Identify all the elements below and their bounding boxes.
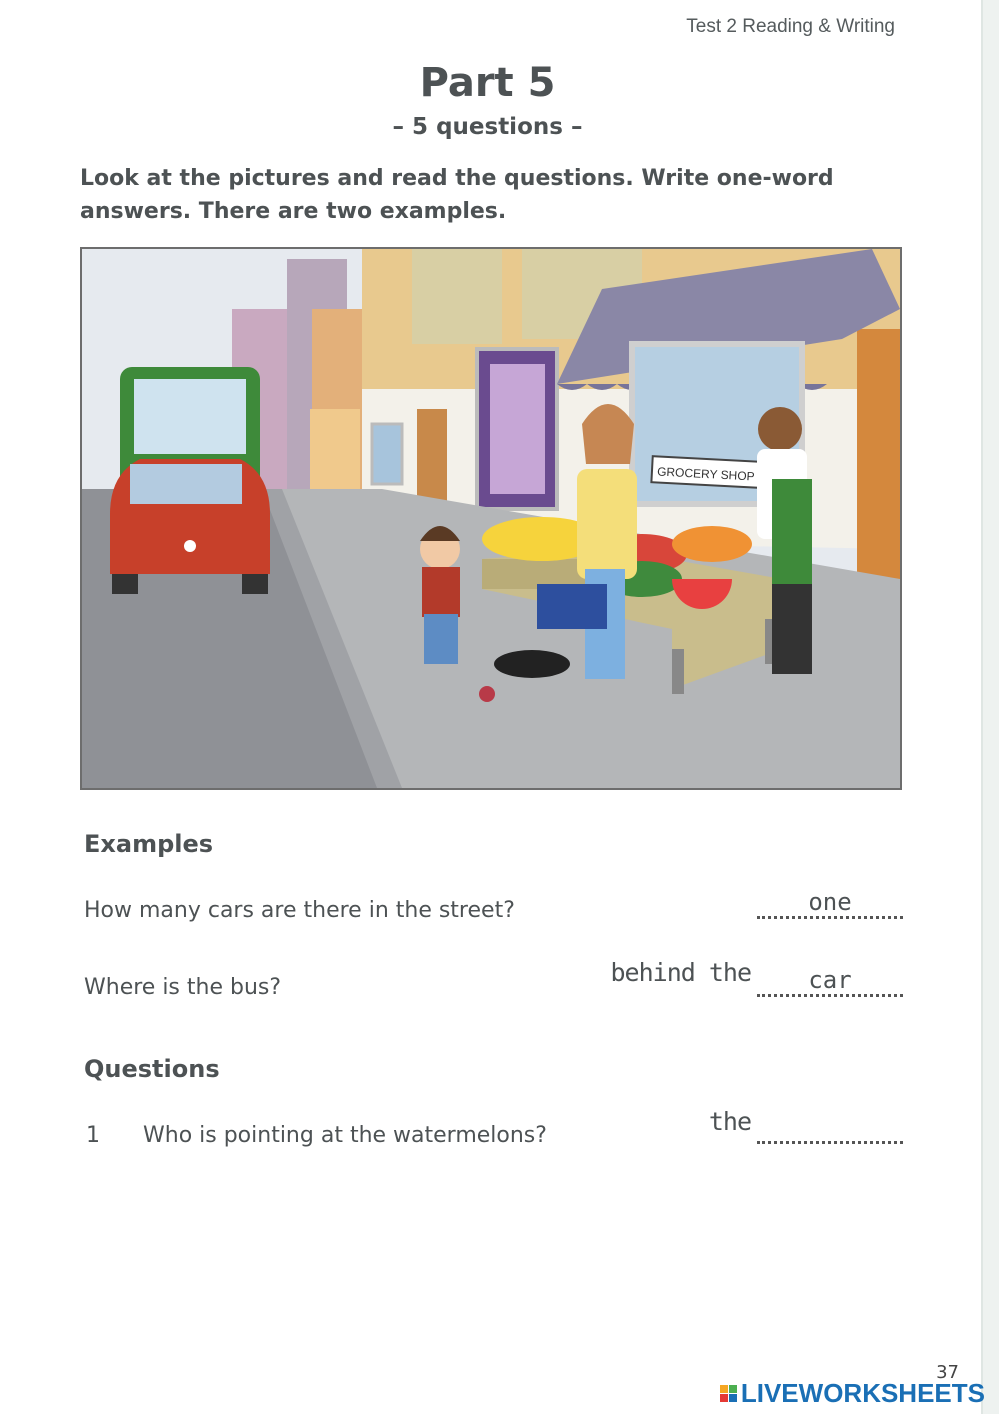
questions-heading: Questions [84,1055,220,1083]
liveworksheets-logo-icon [720,1385,737,1402]
example-answer-line [757,888,903,919]
shop-sign: GROCERY SHOP [656,464,755,484]
example-answer-prefix: behind the [610,958,751,987]
example-answer-line [757,966,903,997]
test-label: Test 2 Reading & Writing [686,16,895,37]
street-scene-picture [80,247,902,790]
question-number: 1 [86,1123,100,1148]
question-text: Who is pointing at the watermelons? [143,1123,547,1148]
examples-heading: Examples [84,830,214,858]
example-question: How many cars are there in the street? [84,898,515,923]
page-edge [981,0,999,1414]
part-title: Part 5 [419,60,556,106]
answer-prefix: the [708,1107,751,1136]
example-answer: one [808,888,852,916]
example-question: Where is the bus? [84,975,282,1000]
answer-field[interactable] [757,1117,903,1144]
watermark-text: LIVEWORKSHEETS [740,1378,985,1408]
instructions: Look at the pictures and read the questions. Write one-word answers. There are two examples. [80,166,834,224]
page-number: 37 [936,1362,959,1383]
part-subtitle: – 5 questions – [392,114,583,140]
liveworksheets-watermark [720,1378,985,1409]
example-answer: car [808,966,852,994]
